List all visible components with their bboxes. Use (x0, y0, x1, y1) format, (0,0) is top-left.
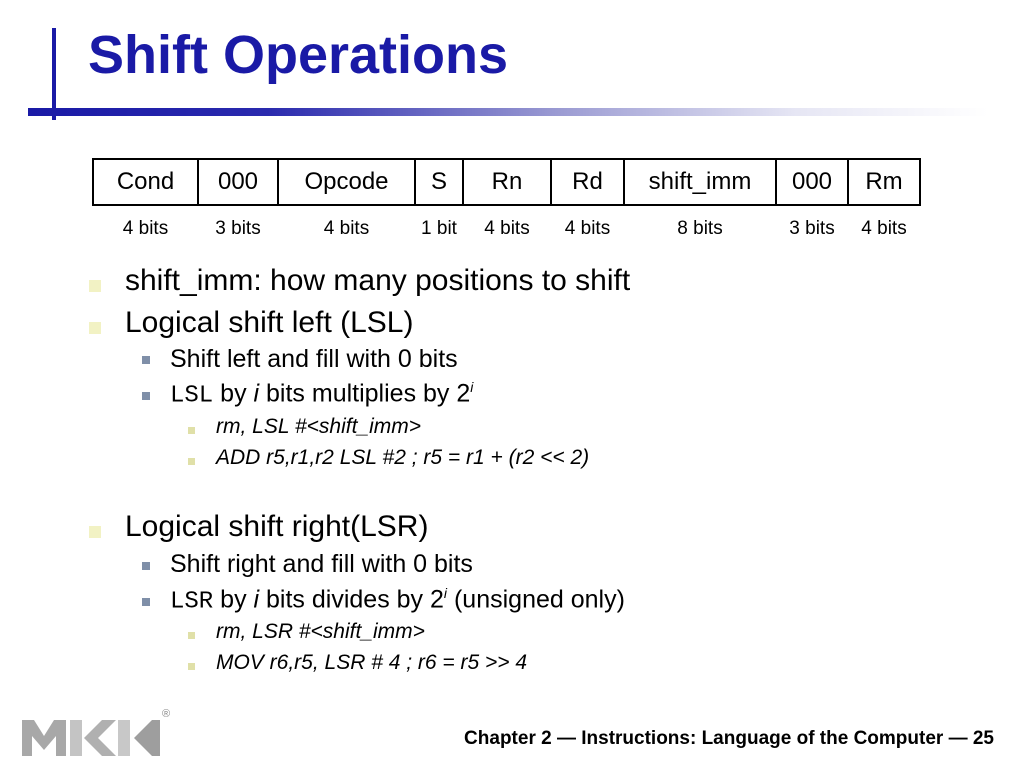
bits-rm: 4 bits (861, 218, 907, 239)
bullet-marker (89, 280, 101, 292)
title-accent-vertical-bar (52, 28, 56, 120)
format-fields-row (93, 159, 920, 205)
field-shift-imm: shift_imm (624, 159, 776, 205)
bits-opcode: 4 bits (323, 218, 370, 239)
text-by: by (213, 379, 254, 408)
bullet-marker (142, 392, 150, 400)
bullet-marker (142, 598, 150, 606)
var-i: i (253, 585, 260, 614)
bullet-lsr: Logical shift right(LSR) (125, 510, 429, 543)
bullet-lsl-syntax: rm, LSL #<shift_imm> (216, 415, 422, 438)
superscript-i: i (443, 585, 448, 601)
bits-shift-imm: 8 bits (677, 218, 723, 239)
bullet-marker (89, 322, 101, 334)
bullet-lsr-syntax: rm, LSR #<shift_imm> (216, 620, 425, 643)
bullet-marker (188, 458, 195, 465)
field-cond: Cond (93, 159, 198, 205)
registered-mark: ® (162, 708, 171, 720)
format-bits-row (93, 205, 920, 241)
text-by: by (213, 585, 254, 614)
bullet-lsl: Logical shift left (LSL) (125, 306, 414, 339)
bits-rn: 4 bits (484, 218, 530, 239)
bits-rd: 4 bits (564, 218, 611, 239)
bullet-lsr-example: MOV r6,r5, LSR # 4 ; r6 = r5 >> 4 (216, 651, 528, 674)
bullet-marker (142, 356, 150, 364)
field-opcode: Opcode (278, 159, 415, 205)
title-accent-horizontal-bar (28, 108, 988, 116)
text-multiplies: bits multiplies by 2 (259, 379, 471, 408)
field-s: S (415, 159, 463, 205)
bullet-marker (188, 427, 195, 434)
slide-title: Shift Operations (88, 25, 509, 85)
bullet-marker (142, 562, 150, 570)
text-divides: bits divides by 2 (259, 585, 444, 614)
superscript-i: i (470, 379, 474, 395)
field-000-b: 000 (776, 159, 848, 205)
bits-cond: 4 bits (122, 218, 169, 239)
text-unsigned-only: (unsigned only) (447, 585, 625, 614)
bits-000-b: 3 bits (789, 218, 835, 239)
field-rm: Rm (848, 159, 920, 205)
bits-000-a: 3 bits (215, 218, 261, 239)
bullet-lsl-multiplies (170, 379, 473, 409)
bullet-lsl-fill: Shift left and fill with 0 bits (170, 345, 458, 373)
instruction-format-table (92, 158, 921, 241)
bullet-marker (188, 663, 195, 670)
bullet-lsr-divides (170, 585, 625, 615)
mk-logo-icon (22, 708, 172, 762)
bits-s: 1 bit (421, 218, 457, 239)
bullet-lsr-fill: Shift right and fill with 0 bits (170, 550, 473, 578)
bullet-shift-imm: shift_imm: how many positions to shift (125, 264, 631, 297)
bullet-lsl-example: ADD r5,r1,r2 LSL #2 ; r5 = r1 + (r2 << 2) (216, 446, 590, 469)
slide-footer: Chapter 2 — Instructions: Language of the Computer — 25 (464, 728, 994, 749)
code-lsr: LSR (170, 588, 214, 616)
var-i: i (253, 379, 260, 408)
field-rd: Rd (551, 159, 624, 205)
bullet-marker (188, 632, 195, 639)
bullet-marker (89, 526, 101, 538)
code-lsl: LSL (170, 382, 214, 410)
field-rn: Rn (463, 159, 551, 205)
field-000-a: 000 (198, 159, 278, 205)
